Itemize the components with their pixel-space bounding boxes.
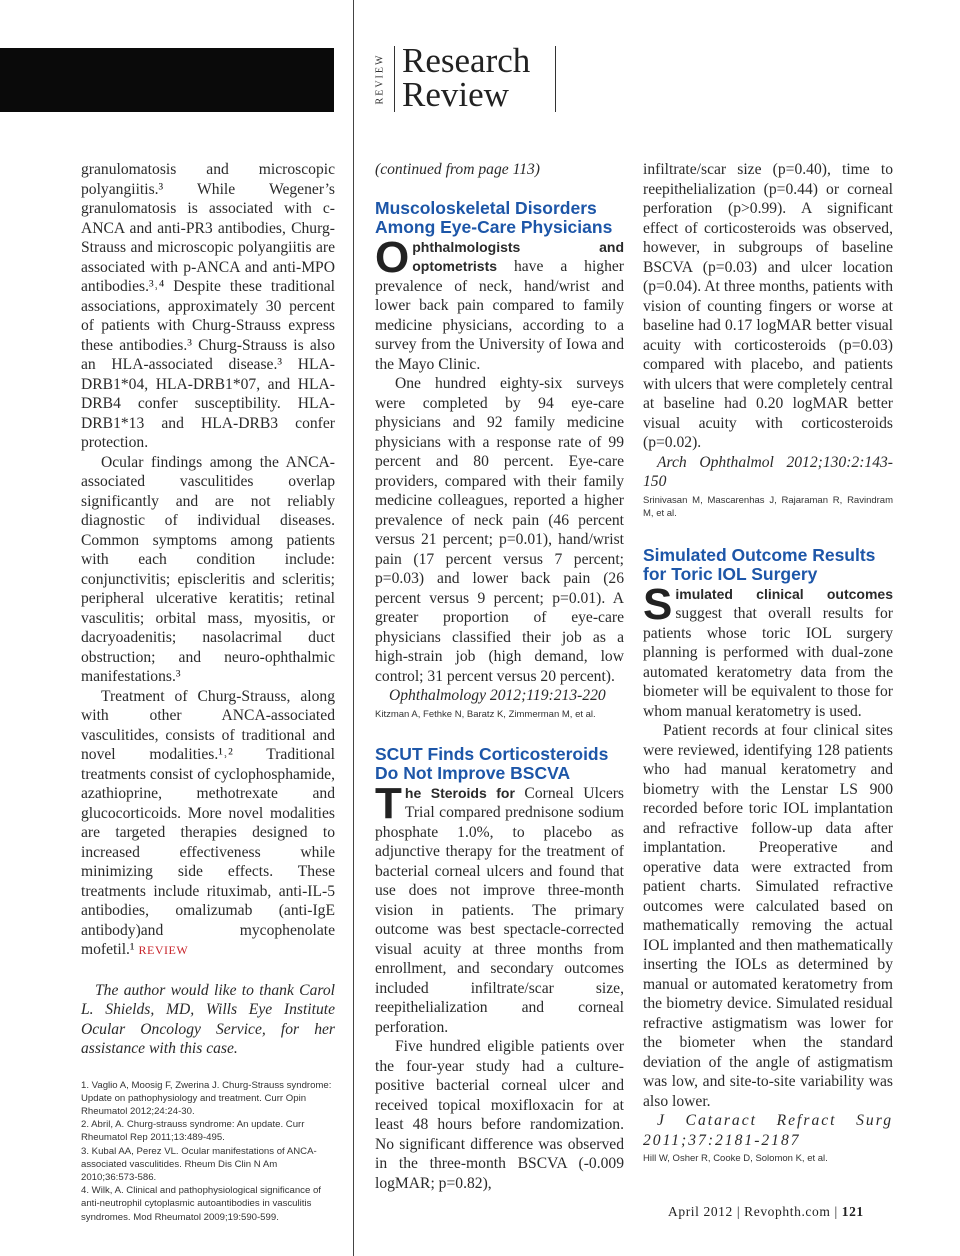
body-text: suggest that overall results for patients whose toric IOL surgery planning is performed with dual-zone automated keratometry data from the biometer will be equivalent to those for whom manual keratometry is used. <box>643 605 893 720</box>
column-divider <box>353 0 354 1256</box>
acknowledgment: The author would like to thank Carol L. Shields, MD, Wills Eye Institute Ocular Oncology Service, for her assistance with this case. <box>81 981 335 1057</box>
references <box>81 1079 335 1224</box>
page-footer: April 2012 | Revophth.com | 121 <box>668 1204 864 1219</box>
body-paragraph: Patient records at four clinical sites were reviewed, identifying 128 patients who had manual keratometry and biometry with the Lenstar LS 900 recorded before toric IOL implantation and refractive follow-up data after implantation. Preoperative and operative data were extracted from patient charts. Simulated refractive outcomes were calculated based on mathematically removing the actual IOL implanted and then mathematically inserting the IOLs as determined by manual or automated keratometry from the biometry device. Simulated residual refractive astigmatism was lower for the biometer when the standard deviation of the angle of astigmatism was low, and site-to-site variability was also lower. <box>643 722 893 1110</box>
article-heading: SCUT Finds Corticosteroids Do Not Improve BSCVA <box>375 743 609 783</box>
column-2 <box>375 160 624 1193</box>
column-3 <box>643 160 893 1165</box>
author-list: Hill W, Osher R, Cooke D, Solomon K, et al. <box>643 1153 828 1164</box>
body-paragraph: infiltrate/scar size (p=0.40), time to reepithelialization (p=0.44) or corneal perforation (p>0.99). A significant effect of corticosteroids was observed, however, in subgroups of baseline BSCVA (p=0.03) and ulcer location (p=0.04). At three months, patients with vision of counting fingers or worse at baseline had 0.17 logMAR better visual acuity with corticosteroids (p=0.03) compared with placebo, and patients with ulcers that were completely central at baseline had 0.20 logMAR better visual acuity with corticosteroids (p=0.02). <box>643 161 893 451</box>
review-end-mark: REVIEW <box>138 943 189 957</box>
masthead-rule-right <box>555 46 556 112</box>
body-text: Treatment of Churg-Strauss, along with other ANCA-associated vasculitides, consists of traditional and novel modalities.¹˒² Traditional treatments consist of cyclophosphamide, azathioprine, methotrexate and glucocorticoids. More novel modalities are targeted therapies designed to increased effectiveness while minimizing side effects. These treatments include rituximab, anti-IL-5 antibodies, omalizumab (anti-IgE antibody)and mycophenolate mofetil.¹ <box>81 687 335 958</box>
reference-item: 3. Kubal AA, Perez VL. Ocular manifestations of ANCA-associated vasculitides. Rheum Dis Clin N Am 2010;36:573-586. <box>81 1145 317 1183</box>
author-list: Srinivasan M, Mascarenhas J, Rajaraman R, Ravindram M, et al. <box>643 494 893 519</box>
footer-date: April 2012 <box>668 1204 733 1219</box>
drop-cap: O <box>375 232 410 282</box>
body-paragraph: Ocular findings among the ANCA-associated vasculitides overlap significantly and are not reliably diagnostic of individual diseases. Common symptoms among patients with each condition include: conjunctivitis; episcleritis and scleritis; peripheral ulcerative keratitis; retinal vasculitis; orbital mass, myositis, or dacryoadenitis; nasolacrimal duct obstruction; and neuro-ophthalmic manifestations.³ <box>81 453 335 685</box>
body-paragraph: Five hundred eligible patients over the four-year study had a culture-positive bacterial corneal ulcer and received topical moxifloxacin for at least 48 hours before randomization. No significant difference was observed in the three-month BSCVA (-0.009 logMAR; p=0.82), <box>375 1038 624 1192</box>
header-black-bar <box>0 48 334 112</box>
article-heading: Muscoloskeletal Disorders Among Eye-Care Physicians <box>375 197 613 237</box>
body-paragraph <box>375 778 625 1038</box>
page-number: 121 <box>841 1204 864 1219</box>
body-paragraph <box>375 232 624 375</box>
article-heading: Simulated Outcome Results for Toric IOL Surgery <box>643 544 876 584</box>
footer-site: Revophth.com <box>744 1204 831 1219</box>
masthead-rule-left <box>394 46 395 112</box>
lead-in: imulated clinical outcomes <box>675 585 893 602</box>
author-list: Kitzman A, Fethke N, Baratz K, Zimmerman M, et al. <box>375 708 596 720</box>
continued-note: (continued from page 113) <box>375 161 540 178</box>
section-tag <box>372 44 388 114</box>
reference-item: 4. Wilk, A. Clinical and pathophysiological significance of anti-neutrophil cytoplasmic autoantibodies in vasculitis syndromes. Mod Rheumatol 2009;19:590-599. <box>81 1185 321 1223</box>
body-paragraph: granulomatosis and microscopic polyangiitis.³ While Wegener’s granulomatosis is associated with c-ANCA and anti-PR3 antibodies, Churg-Strauss and microscopic polyangiitis are associated with p-ANCA and anti-MPO antibodies.³˒⁴ Despite these traditional associations, approximately 30 percent of patients with Churg-Strauss express these antibodies.³ Churg-Strauss is also an HLA-associated disease.³ HLA-DRB1*04, HLA-DRB1*07, and HLA-DRB4 confer susceptibility. HLA-DRB1*13 and HLA-DRB3 confer protection. <box>81 161 335 451</box>
drop-cap: T <box>375 778 402 828</box>
reference-item: 1. Vaglio A, Moosig F, Zwerina J. Churg-Strauss syndrome: Update on pathophysiology and treatment. Curr Opin Rheumatol 2012;24:24-30. <box>81 1079 332 1117</box>
lead-in: he Steroids for <box>404 784 515 801</box>
body-paragraph <box>81 687 335 961</box>
column-1 <box>81 160 335 1224</box>
lead-in: phthalmologists and optometrists <box>412 238 624 274</box>
body-paragraph <box>643 579 893 722</box>
journal-citation: Arch Ophthalmol 2012;130:2:143-150 <box>643 453 893 490</box>
reference-item: 2. Abril, A. Churg-strauss syndrome: An update. Curr Rheumatol Rep 2011;13:489-495. <box>81 1119 305 1144</box>
masthead-title-line1: Research <box>402 41 531 80</box>
body-text: Corneal Ulcers Trial compared prednisone sodium phosphate 1.0%, to placebo as adjunctive therapy for the treatment of bacterial corneal ulcers and found that use does not improve three-month vision in patients. The primary outcome was best spectacle-corrected visual acuity at three months from enrollment, and secondary outcomes included infiltrate/scar size, reepithelialization and corneal perforation. <box>375 784 625 1036</box>
masthead-title-line2: Review <box>402 75 509 114</box>
section-tag-text: REVIEW <box>374 53 386 105</box>
body-text: have a higher prevalence of neck, hand/wrist and lower back pain compared to family medicine physicians, according to a survey from the University of Iowa and the Mayo Clinic. <box>375 258 624 373</box>
journal-citation: J Cataract Refract Surg 2011;37:2181-2187 <box>643 1112 893 1149</box>
body-paragraph: One hundred eighty-six surveys were completed by 94 eye-care physicians and 92 family medicine physicians with a response rate of 99 percent and 80 percent. Eye-care providers, compared with their family medicine colleagues, reported a higher prevalence of neck pain (46 percent versus 21 percent; p=0.01), hand/wrist pain (17 percent versus 7 percent; p=0.03) and lower back pain (26 percent versus 9 percent; p=0.01). A greater proportion of eye-care physicians classified their job as a high-strain job (high demand, low control; 31 percent versus 20 percent). <box>375 375 624 685</box>
journal-citation: Ophthalmology 2012;119:213-220 <box>389 687 606 704</box>
masthead-title <box>402 41 531 114</box>
drop-cap: S <box>643 579 673 629</box>
